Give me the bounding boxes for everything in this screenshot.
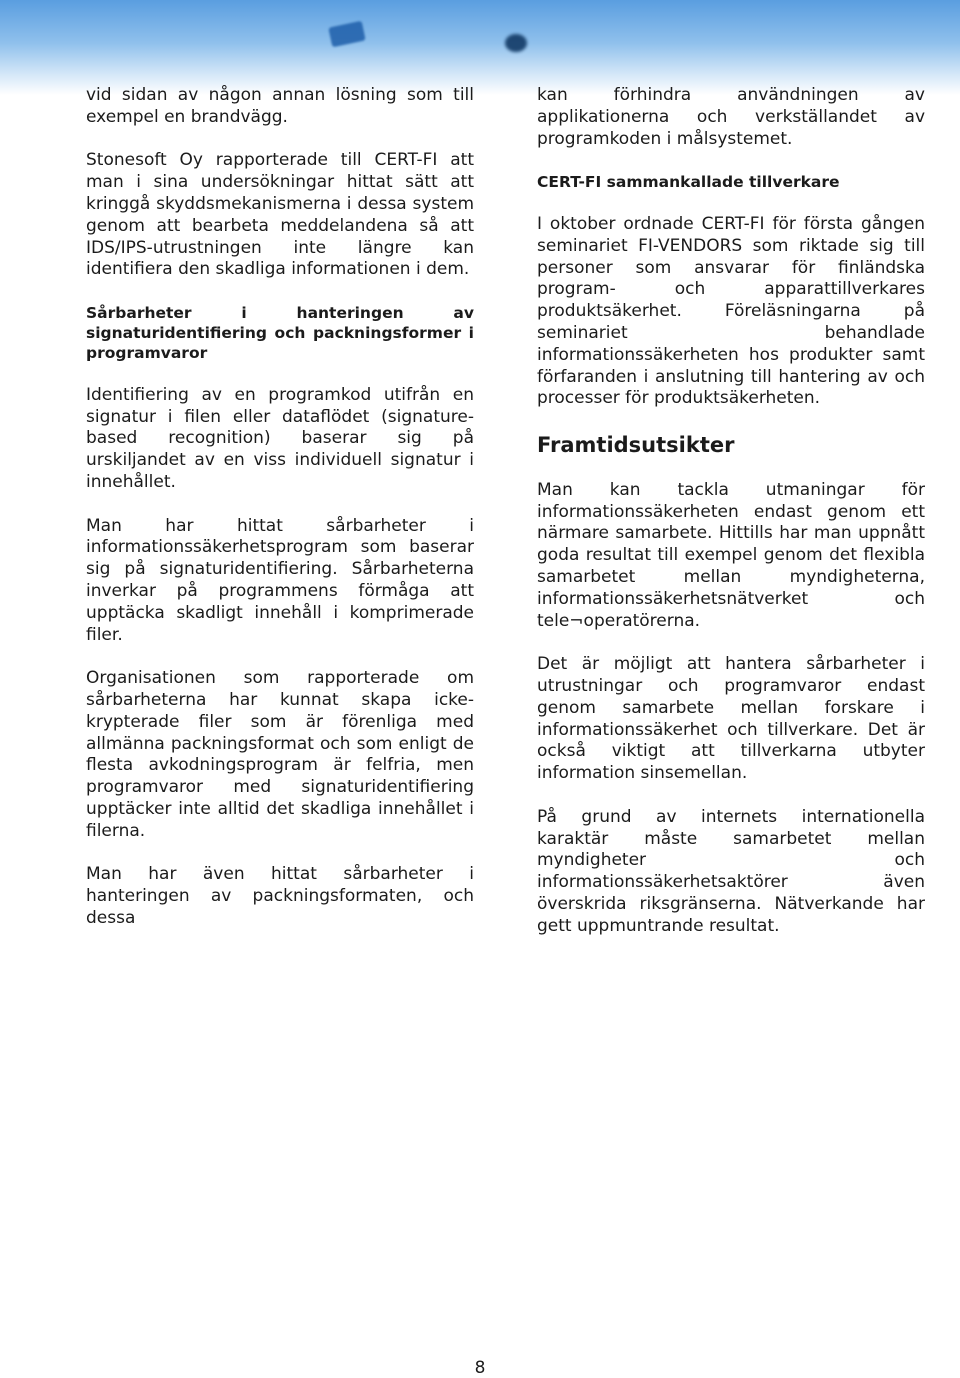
paragraph: Det är möjligt att hantera sårbarheter i utrustningar och programvaror endast genom samarbete mellan forskare i informationssäkerhet och tillverkare. Det är också viktigt att tillverkarna utbyter information sinsemellan. xyxy=(537,654,925,784)
paragraph: På grund av internets internationella karaktär måste samarbetet mellan myndigheter och informationssäkerhetsaktörer även överskrida riksgränserna. Nätverkande har gett uppmuntrande resultat. xyxy=(537,806,925,936)
section-title: Framtidsutsikter xyxy=(537,432,735,457)
section-heading: CERT-FI sammankallade tillverkare xyxy=(537,173,840,192)
section-heading: Sårbarheter i hanteringen av signaturidentifiering och packningsformer i programvaror xyxy=(86,303,474,362)
paragraph: Man har hittat sårbarheter i informationssäkerhetsprogram som baserar sig på signaturidentifiering. Sårbarheterna inverkar på programmens förmåga att upptäcka skadligt innehåll i komprimerade filer. xyxy=(86,515,474,645)
paragraph: Man har även hittat sårbarheter i hanteringen av packningsformaten, och dessa xyxy=(86,864,474,928)
paragraph: Identifiering av en programkod utifrån en signatur i filen eller dataflödet (signature-based recognition) baserar sig på urskiljandet av en viss individuell signatur i innehållet. xyxy=(86,384,474,492)
right-column xyxy=(537,85,925,959)
paragraph: Man kan tackla utmaningar för informationssäkerheten endast genom ett närmare samarbete. Hittills har man uppnått goda resultat till exempel genom det flexibla samarbetet mellan myndigheterna, informationssäkerhetsnätverket och tele¬operatörerna. xyxy=(537,479,925,631)
banner-decoration xyxy=(505,34,527,52)
paragraph: kan förhindra användningen av applikationerna och verkställandet av programkoden i målsystemet. xyxy=(537,85,925,149)
banner-decoration xyxy=(328,21,365,48)
paragraph: I oktober ordnade CERT-FI för första gången seminariet FI-VENDORS som riktade sig till personer som ansvarar för finländska program- och apparattillverkares produktsäkerhet. Föreläsningarna på seminariet behandlade informationssäkerheten hos produkter samt förfaranden i anslutning till hantering av och processer för produktsäkerheten. xyxy=(537,213,925,409)
page-number: 8 xyxy=(474,1358,486,1378)
paragraph: vid sidan av någon annan lösning som till exempel en brandvägg. xyxy=(86,85,474,127)
header-banner-image xyxy=(0,0,960,95)
left-column xyxy=(86,85,474,951)
paragraph: Organisationen som rapporterade om sårbarheterna har kunnat skapa icke-krypterade filer som är förenliga med allmänna packningsformat och som enligt de flesta avkodningsprogram är felfria, men programvaror med signaturidentifiering upptäcker inte alltid det skadliga innehållet i filerna. xyxy=(86,668,474,841)
paragraph: Stonesoft Oy rapporterade till CERT-FI att man i sina undersökningar hittat sätt att kringgå skyddsmekanismerna i dessa system genom att bearbeta meddelandena så att IDS/IPS-utrustningen inte längre kan identifiera den skadliga informationen i dem. xyxy=(86,150,474,280)
